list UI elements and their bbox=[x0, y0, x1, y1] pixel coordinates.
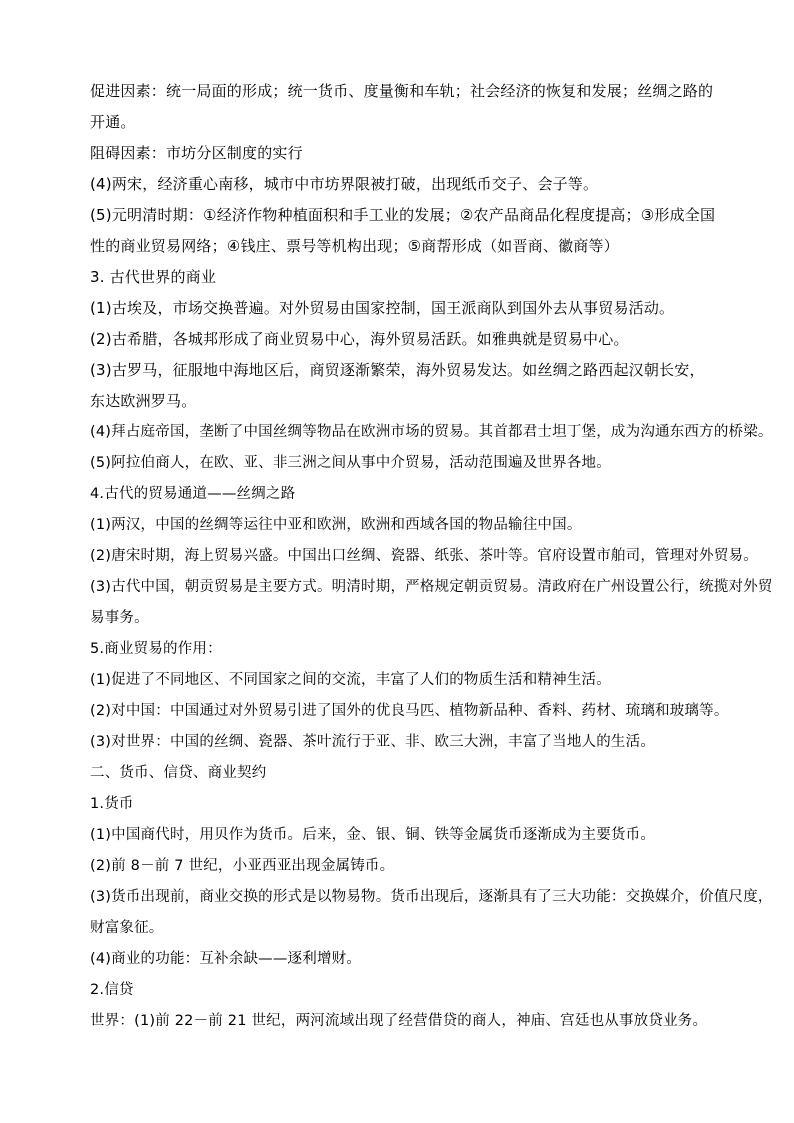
text-line: 世界：(1)前 22－前 21 世纪，两河流域出现了经营借贷的商人，神庙、宫廷也从事放贷业务。 bbox=[90, 1013, 708, 1029]
text-line: (4)商业的功能：互补余缺——逐利增财。 bbox=[90, 951, 362, 967]
section-heading: 二、货币、信贷、商业契约 bbox=[90, 765, 267, 781]
text-line: 性的商业贸易网络；④钱庄、票号等机构出现；⑤商帮形成（如晋商、徽商等） bbox=[90, 237, 619, 255]
text-line: (1)促进了不同地区、不同国家之间的交流，丰富了人们的物质生活和精神生活。 bbox=[90, 672, 611, 688]
document-page bbox=[90, 76, 773, 1037]
text-line: (3)古罗马，征服地中海地区后，商贸逐渐繁荣，海外贸易发达。如丝绸之路西起汉朝长安， bbox=[90, 361, 705, 379]
text-line: 财富象征。 bbox=[90, 920, 164, 936]
text-line: (2)唐宋时期，海上贸易兴盛。中国出口丝绸、瓷器、纸张、茶叶等。官府设置市舶司，管理对外贸易。 bbox=[90, 548, 758, 564]
section-heading: 2.信贷 bbox=[90, 982, 134, 998]
section-heading: 3. 古代世界的商业 bbox=[90, 268, 217, 286]
text-line: 阻碍因素：市坊分区制度的实行 bbox=[90, 144, 303, 162]
text-line: (4)拜占庭帝国，垄断了中国丝绸等物品在欧洲市场的贸易。其首都君士坦丁堡，成为沟通东西方的桥梁。 bbox=[90, 424, 773, 440]
text-line: (5)阿拉伯商人，在欧、亚、非三洲之间从事中介贸易，活动范围遍及世界各地。 bbox=[90, 455, 611, 471]
text-line: (2)古希腊，各城邦形成了商业贸易中心，海外贸易活跃。如雅典就是贸易中心。 bbox=[90, 330, 629, 348]
section-heading: 1.货币 bbox=[90, 796, 134, 812]
text-line: (2)前 8－前 7 世纪，小亚西亚出现金属铸币。 bbox=[90, 858, 395, 874]
text-line: (3)对世界：中国的丝绸、瓷器、茶叶流行于亚、非、欧三大洲，丰富了当地人的生活。 bbox=[90, 734, 656, 750]
text-line: (4)两宋，经济重心南移，城市中市坊界限被打破，出现纸币交子、会子等。 bbox=[90, 175, 599, 193]
text-line: (1)中国商代时，用贝作为货币。后来，金、银、铜、铁等金属货币逐渐成为主要货币。 bbox=[90, 827, 656, 843]
text-line: 开通。 bbox=[90, 113, 136, 131]
text-line: (3)古代中国，朝贡贸易是主要方式。明清时期，严格规定朝贡贸易。清政府在广州设置公行，统揽对外贸 bbox=[90, 579, 773, 595]
text-line: 促进因素：统一局面的形成；统一货币、度量衡和车轨；社会经济的恢复和发展；丝绸之路的 bbox=[90, 82, 714, 100]
text-line: (2)对中国：中国通过对外贸易引进了国外的优良马匹、植物新品种、香料、药材、琉璃和玻璃等。 bbox=[90, 703, 729, 719]
text-line: (1)两汉，中国的丝绸等运往中亚和欧洲，欧洲和西域各国的物品输往中国。 bbox=[90, 517, 582, 533]
text-line: (3)货币出现前，商业交换的形式是以物易物。货币出现后，逐渐具有了三大功能：交换媒介，价值尺度， bbox=[90, 889, 773, 905]
section-heading: 4.古代的贸易通道——丝绸之路 bbox=[90, 486, 296, 502]
text-line: (5)元明清时期：①经济作物种植面积和手工业的发展；②农产品商品化程度提高；③形成全国 bbox=[90, 206, 716, 224]
text-line: 东达欧洲罗马。 bbox=[90, 392, 197, 410]
text-line: 易事务。 bbox=[90, 610, 149, 626]
section-heading: 5.商业贸易的作用： bbox=[90, 641, 222, 657]
text-line: (1)古埃及，市场交换普遍。对外贸易由国家控制，国王派商队到国外去从事贸易活动。 bbox=[90, 299, 675, 317]
